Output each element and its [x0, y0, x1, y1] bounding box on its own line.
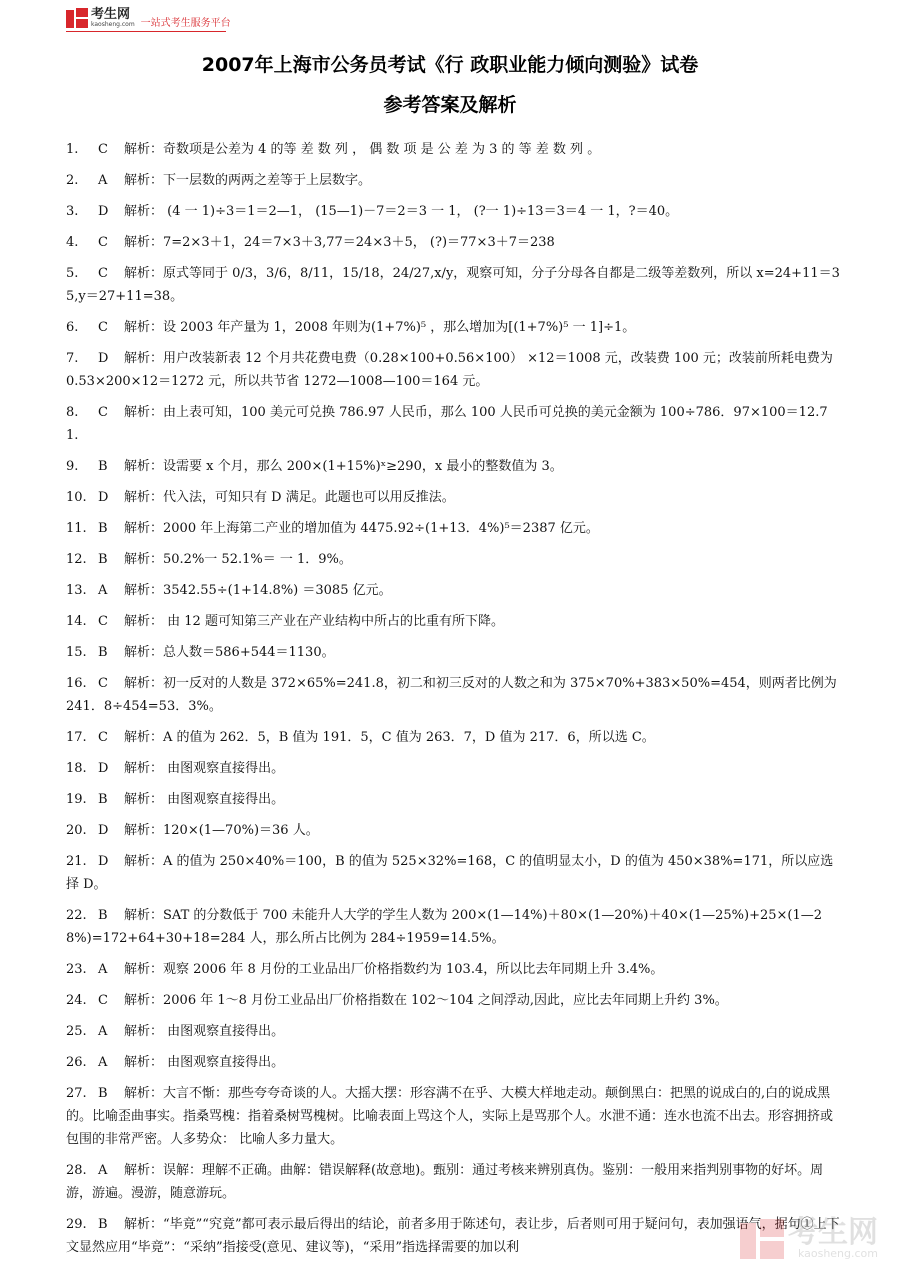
- answer-explanation: 解析：设 2003 年产量为 1，2008 年则为(1+7%)⁵ ，那么增加为[(1+7%)⁵ 一 1]÷1。: [124, 320, 636, 335]
- answer-choice: C: [98, 993, 108, 1008]
- answer-choice: B: [98, 1086, 108, 1101]
- answer-item: [66, 641, 840, 664]
- answer-choice: B: [98, 908, 108, 923]
- header-divider: [66, 31, 226, 32]
- answer-explanation: 解析：120×(1—70%)＝36 人。: [124, 823, 319, 838]
- answer-number: 16.: [66, 676, 87, 691]
- answer-choice: D: [98, 204, 109, 219]
- answer-list: [66, 138, 840, 1267]
- answer-explanation: 解析：7=2×3＋1，24＝7×3＋3,77＝24×3＋5， (?)＝77×3＋7＝238: [124, 235, 555, 250]
- answer-choice: A: [98, 1024, 108, 1039]
- answer-item: [66, 517, 840, 540]
- answer-number: 9.: [66, 459, 79, 474]
- document-title: 2007年上海市公务员考试《行 政职业能力倾向测验》试卷: [201, 54, 699, 76]
- answer-choice: A: [98, 173, 108, 188]
- answer-explanation: 解析：2006 年 1～8 月份工业品出厂价格指数在 102～104 之间浮动,因此，应比去年同期上升约 3%。: [124, 993, 728, 1008]
- answer-number: 15.: [66, 645, 87, 660]
- answer-number: 3.: [66, 204, 79, 219]
- answer-number: 22.: [66, 908, 87, 923]
- answer-choice: D: [98, 351, 109, 366]
- answer-item: [66, 262, 840, 308]
- answer-item: [66, 850, 840, 896]
- answer-explanation: 解析： 由 12 题可知第三产业在产业结构中所占的比重有所下降。: [124, 614, 504, 629]
- answer-number: 26.: [66, 1055, 87, 1070]
- answer-item: [66, 316, 840, 339]
- answer-item: [66, 989, 840, 1012]
- answer-choice: D: [98, 761, 109, 776]
- answer-item: [66, 231, 840, 254]
- answer-item: [66, 169, 840, 192]
- answer-explanation: 解析： 由图观察直接得出。: [124, 1055, 285, 1070]
- answer-explanation: 解析：50.2%一 52.1%＝ 一 1．9%。: [124, 552, 352, 567]
- answer-choice: A: [98, 962, 108, 977]
- answer-explanation: 解析： 由图观察直接得出。: [124, 761, 285, 776]
- answer-number: 19.: [66, 792, 87, 807]
- answer-explanation: 解析：用户改装新表 12 个月共花费电费（0.28×100+0.56×100） ×12＝1008 元，改装费 100 元；改装前所耗电费为 0.53×200×12＝1272 元，所以共节省 1272—1008—100＝164 元。: [66, 351, 833, 389]
- answer-item: [66, 819, 840, 842]
- logo-slogan: 一站式考生服务平台: [140, 18, 231, 29]
- answer-explanation: 解析：设需要 x 个月，那么 200×(1+15%)ˣ≥290，x 最小的整数值为 3。: [124, 459, 563, 474]
- answer-item: [66, 610, 840, 633]
- answer-item: [66, 1213, 840, 1259]
- answer-choice: D: [98, 823, 109, 838]
- answer-number: 18.: [66, 761, 87, 776]
- answer-number: 20.: [66, 823, 87, 838]
- answer-choice: C: [98, 320, 108, 335]
- answer-item: [66, 1082, 840, 1151]
- answer-choice: D: [98, 490, 109, 505]
- answer-explanation: 解析：由上表可知，100 美元可兑换 786.97 人民币，那么 100 人民币可兑换的美元金额为 100÷786．97×100＝12.71.: [66, 405, 828, 443]
- site-logo[interactable]: [66, 8, 231, 30]
- answer-explanation: 解析：原式等同于 0/3，3/6，8/11，15/18，24/27,x/y，观察可知，分子分母各自都是二级等差数列，所以 x=24+11＝35,y＝27+11=38。: [66, 266, 840, 304]
- answer-number: 23.: [66, 962, 87, 977]
- watermark: [740, 1215, 878, 1260]
- answer-number: 6.: [66, 320, 79, 335]
- answer-explanation: 解析： (4 一 1)÷3＝1＝2—1， (15—1)－7＝2＝3 一 1， (?一 1)÷13＝3＝4 一 1，?＝40。: [124, 204, 679, 219]
- answer-choice: C: [98, 730, 108, 745]
- answer-choice: B: [98, 645, 108, 660]
- logo-domain: kaosheng.com: [91, 21, 135, 28]
- answer-item: [66, 1020, 840, 1043]
- answer-explanation: 解析：下一层数的两两之差等于上层数字。: [124, 173, 372, 188]
- answer-number: 29.: [66, 1217, 87, 1232]
- answer-explanation: 解析：误解：理解不正确。曲解：错误解释(故意地)。甄别：通过考核来辨别真伪。鉴别：一般用来指判别事物的好坏。周游，游遍。漫游，随意游玩。: [66, 1163, 824, 1201]
- answer-number: 27.: [66, 1086, 87, 1101]
- answer-choice: C: [98, 614, 108, 629]
- answer-item: [66, 757, 840, 780]
- answer-number: 24.: [66, 993, 87, 1008]
- answer-number: 8.: [66, 405, 79, 420]
- answer-item: [66, 138, 840, 161]
- answer-choice: C: [98, 405, 108, 420]
- watermark-name: 考生网: [788, 1215, 878, 1250]
- answer-item: [66, 726, 840, 749]
- answer-item: [66, 904, 840, 950]
- answer-choice: A: [98, 1163, 108, 1178]
- answer-number: 21.: [66, 854, 87, 869]
- logo-icon: [66, 8, 88, 28]
- answer-choice: C: [98, 266, 108, 281]
- answer-choice: A: [98, 583, 108, 598]
- answer-number: 28.: [66, 1163, 87, 1178]
- answer-choice: B: [98, 552, 108, 567]
- answer-item: [66, 401, 840, 447]
- answer-item: [66, 672, 840, 718]
- answer-number: 25.: [66, 1024, 87, 1039]
- answer-item: [66, 579, 840, 602]
- answer-explanation: 解析：2000 年上海第二产业的增加值为 4475.92÷(1+13．4%)⁵＝2387 亿元。: [124, 521, 599, 536]
- answer-number: 17.: [66, 730, 87, 745]
- watermark-logo-icon: [740, 1219, 784, 1259]
- answer-choice: B: [98, 521, 108, 536]
- answer-number: 2.: [66, 173, 79, 188]
- answer-item: [66, 486, 840, 509]
- answer-explanation: 解析：代入法，可知只有 D 满足。此题也可以用反推法。: [124, 490, 455, 505]
- answer-choice: C: [98, 676, 108, 691]
- answer-item: [66, 347, 840, 393]
- answer-choice: B: [98, 1217, 108, 1232]
- answer-choice: C: [98, 235, 108, 250]
- answer-item: [66, 455, 840, 478]
- answer-explanation: 解析：观察 2006 年 8 月份的工业品出厂价格指数约为 103.4，所以比去年同期上升 3.4%。: [124, 962, 664, 977]
- answer-number: 12.: [66, 552, 87, 567]
- answer-item: [66, 1051, 840, 1074]
- logo-name: 考生网: [91, 7, 131, 22]
- answer-explanation: 解析：初一反对的人数是 372×65%=241.8，初二和初三反对的人数之和为 375×70%+383×50%=454，则两者比例为 241．8÷454=53．3%。: [66, 676, 837, 714]
- answer-explanation: 解析：“毕竟”“究竟”都可表示最后得出的结论，前者多用于陈述句，表让步，后者则可用于疑问句，表加强语气，据句①上下文显然应用“毕竟”：“采纳”指接受(意见、建议等)，“采用”指选择需要的加以利: [66, 1217, 840, 1255]
- answer-number: 14.: [66, 614, 87, 629]
- answer-item: [66, 200, 840, 223]
- answer-item: [66, 788, 840, 811]
- watermark-domain: kaosheng.com: [797, 1247, 878, 1260]
- answer-choice: D: [98, 854, 109, 869]
- answer-choice: B: [98, 459, 108, 474]
- answer-choice: A: [98, 1055, 108, 1070]
- answer-number: 1.: [66, 142, 79, 157]
- answer-choice: B: [98, 792, 108, 807]
- answer-number: 4.: [66, 235, 79, 250]
- answer-explanation: 解析：总人数＝586+544＝1130。: [124, 645, 335, 660]
- answer-explanation: 解析：大言不惭：那些夸夸奇谈的人。大摇大摆：形容满不在乎、大模大样地走动。颠倒黑白：把黑的说成白的,白的说成黑的。比喻歪曲事实。指桑骂槐：指着桑树骂槐树。比喻表面上骂这个人，实际上是骂那个人。水泄不通：连水也流不出去。形容拥挤或包围的非常严密。人多势众： 比喻人多力量大。: [66, 1086, 834, 1147]
- answer-number: 13.: [66, 583, 87, 598]
- answer-explanation: 解析：A 的值为 250×40%＝100，B 的值为 525×32%=168，C 的值明显太小，D 的值为 450×38%=171，所以应选择 D。: [66, 854, 834, 892]
- answer-explanation: 解析：SAT 的分数低于 700 未能升人大学的学生人数为 200×(1—14%)＋80×(1—20%)＋40×(1—25%)+25×(1—28%)=172+64+30+18=284 人，那么所占比例为 284÷1959=14.5%。: [66, 908, 823, 946]
- answer-explanation: 解析：A 的值为 262．5，B 值为 191．5，C 值为 263．7，D 值为 217．6，所以选 C。: [124, 730, 655, 745]
- answer-item: [66, 548, 840, 571]
- answer-item: [66, 1159, 840, 1205]
- answer-number: 7.: [66, 351, 79, 366]
- answer-number: 5.: [66, 266, 79, 281]
- answer-explanation: 解析：3542.55÷(1+14.8%) ＝3085 亿元。: [124, 583, 392, 598]
- answer-number: 11.: [66, 521, 87, 536]
- answer-explanation: 解析：奇数项是公差为 4 的等 差 数 列 ， 偶 数 项 是 公 差 为 3 的 等 差 数 列 。: [124, 142, 601, 157]
- answer-number: 10.: [66, 490, 87, 505]
- answer-explanation: 解析： 由图观察直接得出。: [124, 1024, 285, 1039]
- answer-choice: C: [98, 142, 108, 157]
- answer-explanation: 解析： 由图观察直接得出。: [124, 792, 285, 807]
- document-subtitle: 参考答案及解析: [383, 94, 517, 116]
- answer-item: [66, 958, 840, 981]
